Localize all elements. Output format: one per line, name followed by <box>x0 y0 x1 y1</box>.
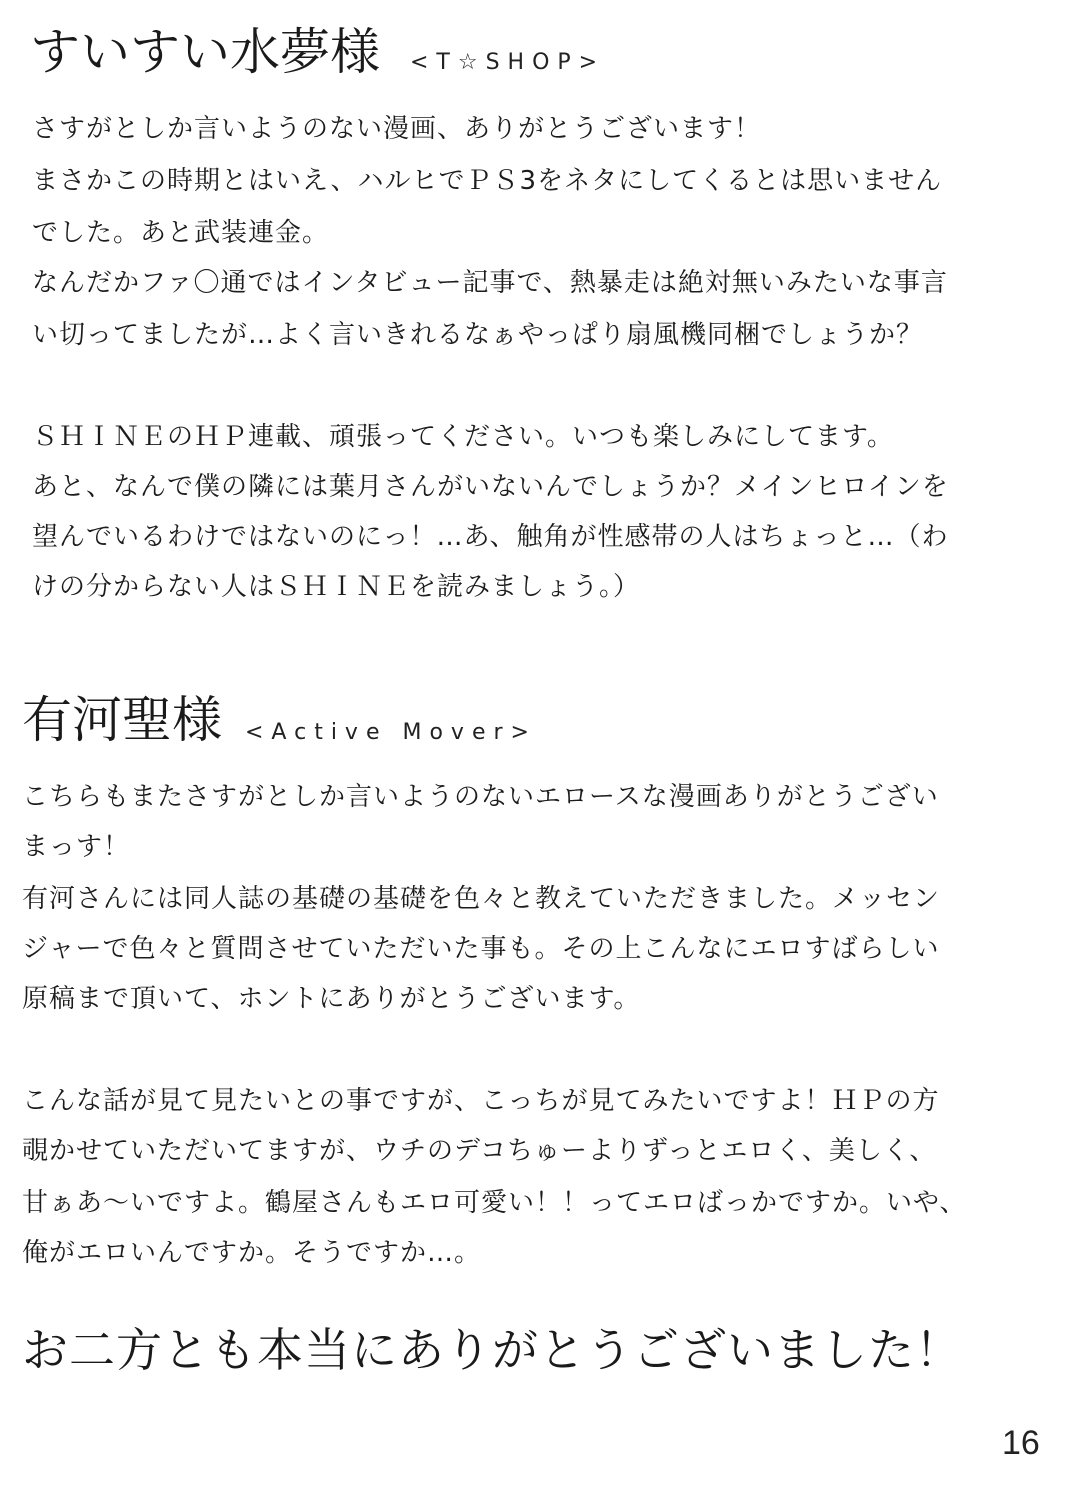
section1-tag: <T☆SHOP> <box>410 50 606 75</box>
section2-line: ジャーで色々と質問させていただいた事も。その上こんなにエロすばらしい <box>22 934 940 964</box>
section1-line: 望んでいるわけではないのにっ！…あ、触角が性感帯の人はちょっと…（わ <box>32 522 949 552</box>
section2-line: 覗かせていただいてますが、ウチのデコちゅーよりずっとエロく、美しく、 <box>22 1136 937 1166</box>
section1-line: さすがとしか言いようのない漫画、ありがとうございます！ <box>32 114 762 144</box>
section2-line: こんな話が見て見たいとの事ですが、こっちが見てみたいですよ！ＨＰの方 <box>22 1086 940 1116</box>
section1-heading: すいすい水夢様 <box>30 23 380 81</box>
section2-line: こちらもまたさすがとしか言いようのないエロースな漫画ありがとうござい <box>22 782 939 812</box>
section1-line: まさかこの時期とはいえ、ハルヒでＰＳ3をネタにしてくるとは思いません <box>32 166 943 196</box>
section1-line: ＳＨＩＮＥのＨＰ連載、頑張ってください。いつも楽しみにしてます。 <box>32 422 894 452</box>
section1-line: あと、なんで僕の隣には葉月さんがいないんでしょうか？メインヒロインを <box>32 472 949 502</box>
section1-line: けの分からない人はＳＨＩＮＥを読みましょう。） <box>32 572 641 602</box>
section2-line: まっす！ <box>22 832 131 862</box>
section1-line: い切ってましたが…よく言いきれるなぁやっぱり扇風機同梱でしょうか？ <box>32 320 924 350</box>
section2-heading: 有河聖様 <box>22 691 222 749</box>
closing-message: お二方とも本当にありがとうございました！ <box>22 1323 962 1377</box>
section1-line: でした。あと武装連金。 <box>32 218 330 248</box>
section2-line: 甘ぁあ～いですよ。鶴屋さんもエロ可愛い！！ってエロばっかですか。いや、 <box>22 1188 967 1218</box>
section2-line: 俺がエロいんですか。そうですか…。 <box>22 1238 482 1268</box>
section2-tag: <Active Mover> <box>245 720 537 745</box>
section2-line: 有河さんには同人誌の基礎の基礎を色々と教えていただきました。メッセン <box>22 884 941 914</box>
section2-line: 原稿まで頂いて、ホントにありがとうございます。 <box>22 984 641 1014</box>
section1-line: なんだかファ〇通ではインタビュー記事で、熱暴走は絶対無いみたいな事言 <box>32 268 948 298</box>
page-number: 16 <box>1002 1424 1040 1462</box>
